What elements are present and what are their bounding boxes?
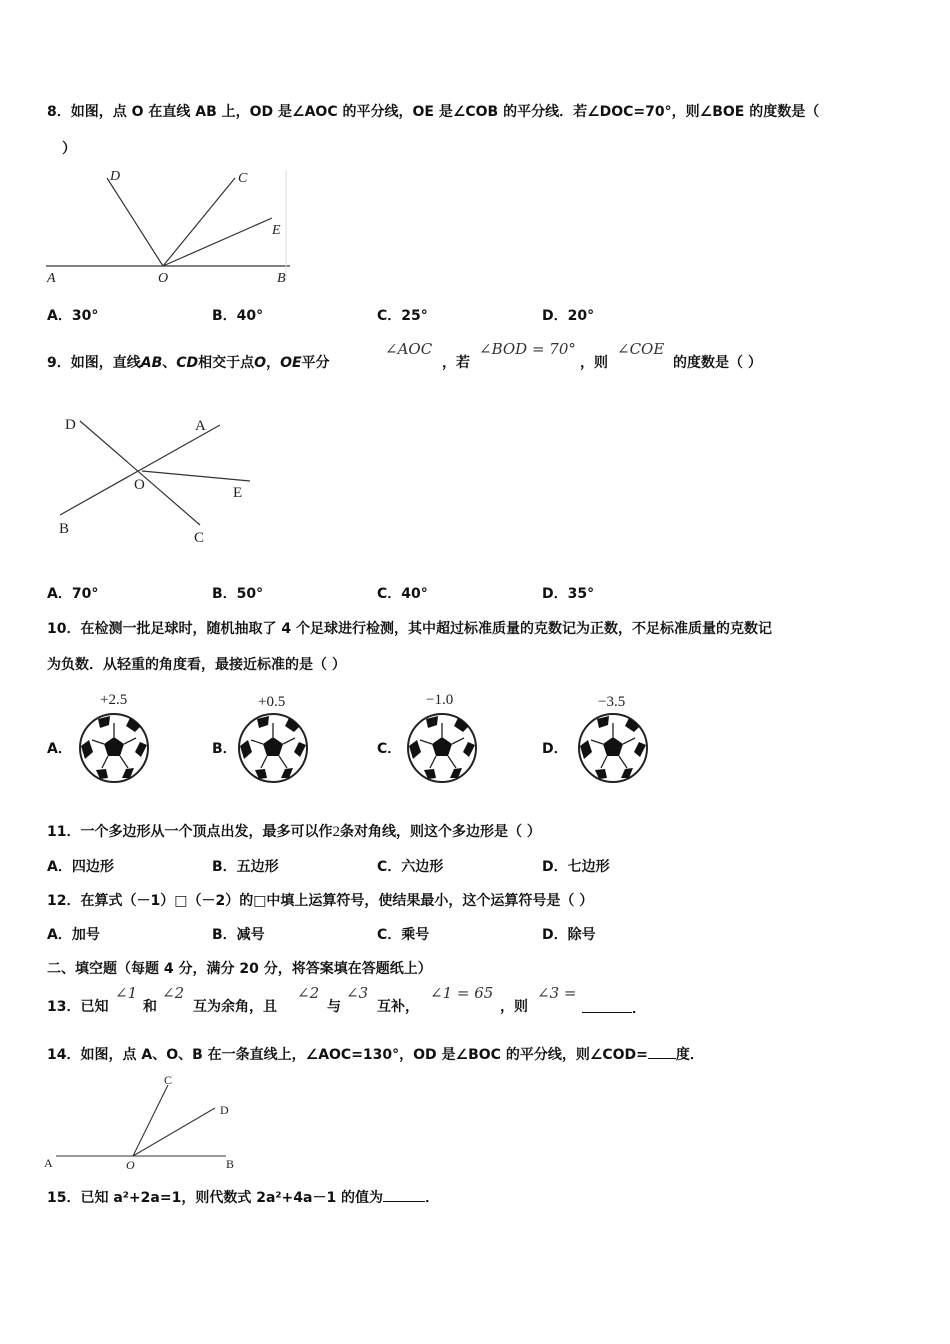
- q10-option-d-letter: D．: [542, 741, 568, 757]
- q13-text-p1: 13．已知: [47, 999, 109, 1015]
- q8-label-e: E: [272, 223, 281, 238]
- q9-sep: 、: [162, 355, 177, 371]
- q13-text-p5: 互补，: [377, 999, 419, 1015]
- q9-option-a: A．70°: [47, 586, 99, 602]
- q11-number: 2: [332, 824, 340, 840]
- q13-text-p3: 互为余角，且: [193, 999, 277, 1015]
- q13-text-p2: 和: [143, 999, 157, 1015]
- q9-text-p5: ，若: [442, 355, 470, 371]
- q8-text-line2: ）: [62, 141, 76, 157]
- soccer-ball-icon: [406, 712, 478, 784]
- q13-text-p6: ，则: [500, 999, 528, 1015]
- q9-math-aoc: ∠AOC: [385, 340, 433, 358]
- q9-ab: AB: [140, 355, 163, 371]
- q13-math-angle2b: ∠2: [297, 984, 320, 1002]
- q10-option-a-value: +2.5: [100, 692, 128, 708]
- q9-option-c: C．40°: [377, 586, 428, 602]
- q15-text-main: 15．已知 a²+2a=1，则代数式 2a²+4a－1 的值为: [47, 1190, 384, 1206]
- q14-end: 度．: [675, 1047, 704, 1063]
- q14-figure: [40, 1068, 240, 1173]
- q8-label-c: C: [238, 171, 248, 186]
- q9-cd: CD: [176, 355, 199, 371]
- q8-option-b: B．40°: [212, 308, 264, 324]
- q9-math-bod: ∠BOD = 70°: [479, 340, 576, 358]
- q9-label-b: B: [59, 521, 70, 537]
- q9-math-coe: ∠COE: [617, 340, 665, 358]
- q12-option-c: C．乘号: [377, 927, 430, 943]
- q9-o: O: [254, 355, 267, 371]
- q13-math-angle1-value: ∠1 = 65: [430, 984, 494, 1002]
- q9-option-b: B．50°: [212, 586, 264, 602]
- q9-text-p3: ，: [266, 355, 281, 371]
- section-2-heading: 二、填空题（每题 4 分，满分 20 分，将答案填在答题纸上）: [47, 961, 432, 977]
- q14-text: [47, 1044, 704, 1064]
- q11-text: [47, 823, 541, 841]
- q14-answer-blank[interactable]: [648, 1044, 676, 1059]
- q14-label-o: O: [126, 1158, 135, 1172]
- q10-text-line1: 10．在检测一批足球时，随机抽取了 4 个足球进行检测，其中超过标准质量的克数记为正数，不足标准质量的克数记: [47, 621, 772, 637]
- q9-oe: OE: [280, 355, 302, 371]
- q9-text-p4: 平分: [301, 355, 330, 371]
- q10-option-c-value: −1.0: [426, 692, 454, 708]
- q9-line-ba: [60, 425, 220, 515]
- q8-figure: [40, 160, 300, 288]
- q13-math-angle3-eq: ∠3 =: [537, 984, 577, 1002]
- q12-option-a: A．加号: [47, 927, 100, 943]
- q15-text: [47, 1187, 439, 1207]
- q12-text: 12．在算式（－1）□（－2）的□中填上运算符号，使结果最小，这个运算符号是（ ）: [47, 893, 594, 909]
- q9-text-p7: 的度数是（ ）: [673, 355, 762, 371]
- q9-label-a: A: [195, 418, 206, 434]
- q8-option-a: A．30°: [47, 308, 99, 324]
- q13-math-angle3: ∠3: [346, 984, 369, 1002]
- q9-label-e: E: [233, 485, 243, 501]
- q9-figure: [50, 405, 265, 550]
- q10-option-a-letter: A．: [47, 741, 72, 757]
- q12-option-b: B．减号: [212, 927, 265, 943]
- q9-line-dc: [80, 421, 200, 525]
- q9-option-d: D．35°: [542, 586, 595, 602]
- q14-text-main: 14．如图，点 A、O、B 在一条直线上，∠AOC=130°，OD 是∠BOC 的平分线，则∠COD=: [47, 1047, 648, 1063]
- q11-option-d: D．七边形: [542, 859, 610, 875]
- q9-ray-oe: [142, 471, 250, 481]
- soccer-ball-icon: [78, 712, 150, 784]
- q11-option-a: A．四边形: [47, 859, 114, 875]
- q10-option-c-letter: C．: [377, 741, 402, 757]
- q8-option-d: D．20°: [542, 308, 595, 324]
- q13-answer-blank[interactable]: [582, 998, 632, 1013]
- q9-text: [47, 354, 330, 372]
- q9-label-d: D: [65, 417, 76, 433]
- q15-answer-blank[interactable]: [383, 1187, 425, 1202]
- q10-option-d-value: −3.5: [598, 694, 626, 710]
- q11-option-b: B．五边形: [212, 859, 279, 875]
- q10-option-b-letter: B．: [212, 741, 237, 757]
- q14-label-b: B: [226, 1157, 235, 1171]
- q9-text-p6: ，则: [580, 355, 608, 371]
- q8-ray-od: [107, 178, 163, 266]
- q13-math-angle2: ∠2: [162, 984, 185, 1002]
- q8-text-line1: 8．如图，点 O 在直线 AB 上，OD 是∠AOC 的平分线，OE 是∠COB 的平分线．若∠DOC=70°，则∠BOE 的度数是（: [47, 104, 820, 120]
- q10-option-b-value: +0.5: [258, 694, 286, 710]
- q8-ray-oc: [163, 178, 235, 266]
- q8-label-o: O: [158, 271, 169, 286]
- q11-text-p2: 条对角线，则这个多边形是（ ）: [339, 824, 541, 840]
- q8-ray-oe: [163, 218, 272, 266]
- q9-label-c: C: [194, 530, 205, 546]
- q10-text-line2: 为负数．从轻重的角度看，最接近标准的是（ ）: [47, 657, 346, 673]
- q11-text-p1: 11．一个多边形从一个顶点出发，最多可以作: [47, 824, 333, 840]
- q14-label-d: D: [220, 1103, 229, 1117]
- q14-label-a: A: [44, 1156, 53, 1170]
- q8-label-a: A: [47, 271, 56, 286]
- q8-label-d: D: [110, 169, 121, 184]
- q9-label-o: O: [134, 477, 145, 493]
- q13-answer-line: [582, 998, 646, 1018]
- q8-option-c: C．25°: [377, 308, 428, 324]
- q9-text-p2: 相交于点: [198, 355, 255, 371]
- q13-text-p4: 与: [327, 999, 341, 1015]
- soccer-ball-icon: [577, 712, 649, 784]
- q14-label-c: C: [164, 1073, 173, 1087]
- q13-math-angle1: ∠1: [115, 984, 138, 1002]
- q8-label-b: B: [277, 271, 286, 286]
- q9-text-p1: 9．如图，直线: [47, 355, 141, 371]
- q12-option-d: D．除号: [542, 927, 596, 943]
- q11-option-c: C．六边形: [377, 859, 444, 875]
- q13-end: ．: [632, 1001, 646, 1017]
- soccer-ball-icon: [237, 712, 309, 784]
- q15-end: ．: [425, 1190, 440, 1206]
